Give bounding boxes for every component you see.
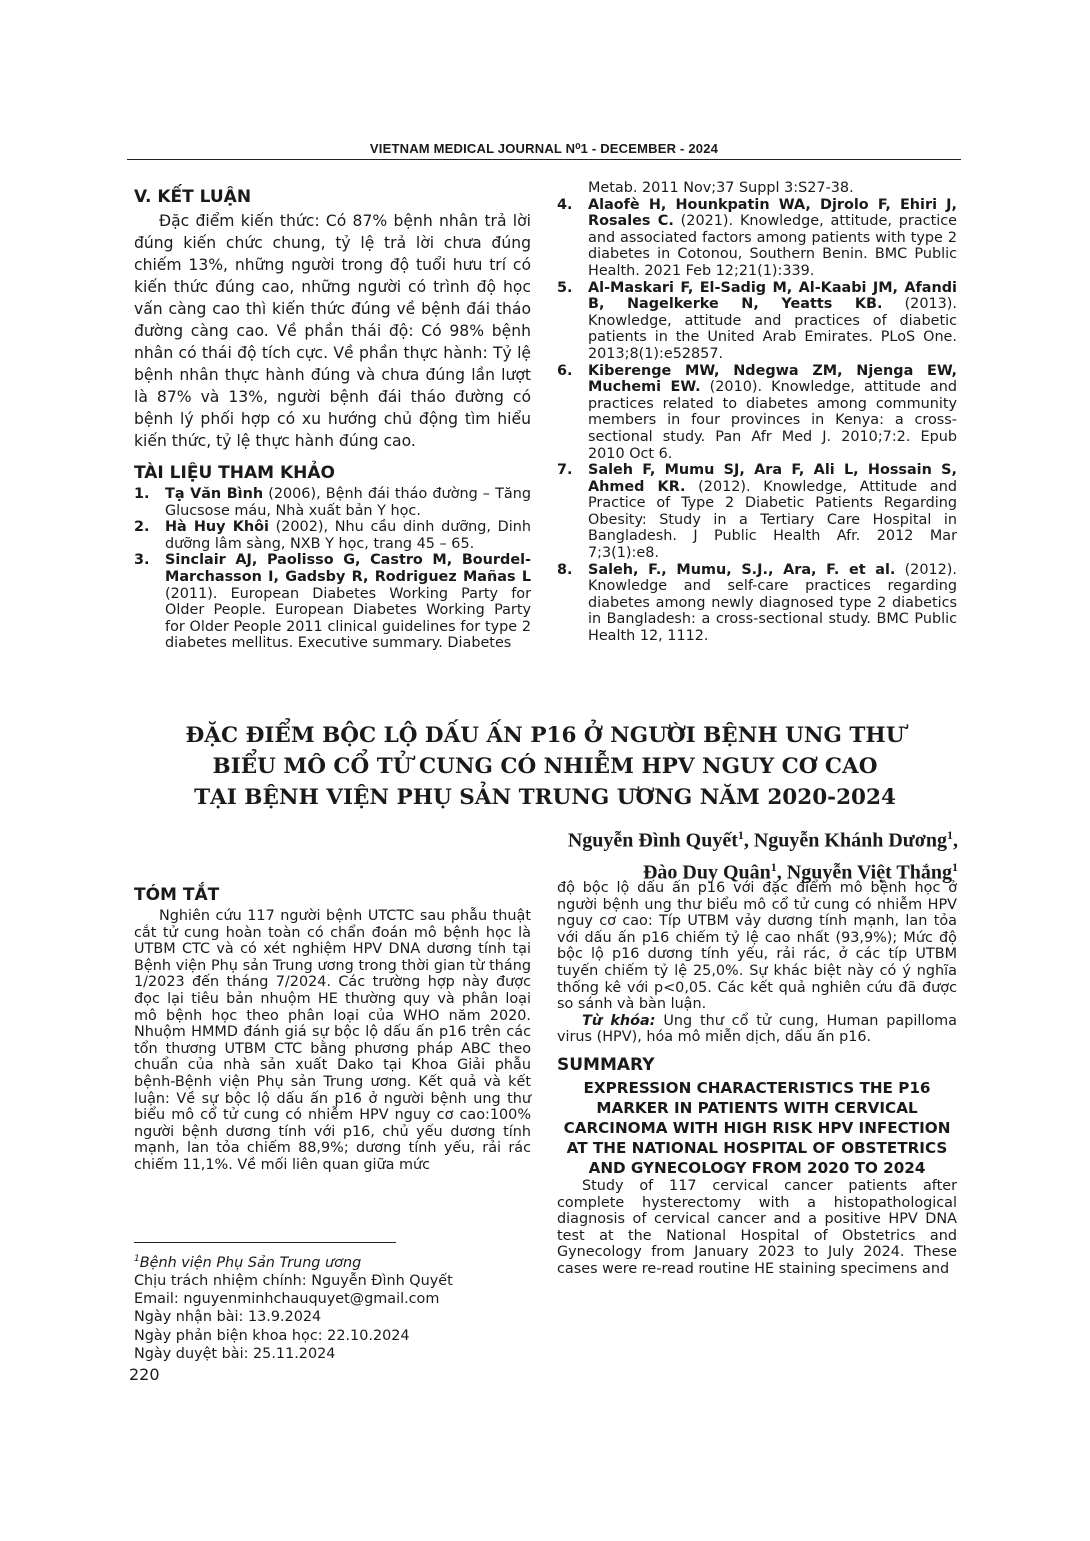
author-separator: ,: [953, 829, 958, 852]
footnote-responsible: Chịu trách nhiệm chính: Nguyễn Đình Quyết: [134, 1273, 453, 1289]
affiliation-mark: 1: [134, 1254, 140, 1264]
affiliation-text: Bệnh viện Phụ Sản Trung ương: [139, 1254, 362, 1271]
reference-number: 8.: [557, 561, 573, 578]
reference-authors: Saleh F, Mumu SJ, Ara F, Ali L, Hossain S, Ahmed KR.: [588, 462, 957, 495]
footnote-affiliation: [134, 1250, 531, 1272]
reference-number: 5.: [557, 279, 573, 296]
abstract-text-continued: độ bộc lộ dấu ấn p16 với đặc điểm mô bệnh học ở người bệnh ung thư biểu mô cổ tử cung có nhiễm HPV nguy cơ cao: Típ UTBM vảy dương tính mạnh, lan tỏa với dấu ấn p16 chiếm tỷ lệ cao nhất (93,9%); Mức độ bộc lộ p16 dương tính yếu, rải rác, ở các típ UTBM tuyến chiếm tỷ lệ 25,0%. Sự khác biệt này có ý nghĩa thống kê với p<0,05. Các kết quả nghiên cứu đã được so sánh và bàn luận.: [557, 880, 957, 1013]
summary-heading: SUMMARY: [557, 1054, 655, 1075]
left-column-bottom: [134, 884, 531, 1174]
reference-item: [557, 363, 957, 463]
page-number: 220: [129, 1365, 160, 1384]
author-affiliation-mark: 1: [947, 828, 953, 842]
keywords-label: Từ khóa:: [582, 1012, 656, 1029]
reference-number: 2.: [134, 519, 150, 536]
reference-authors: Saleh, F., Mumu, S.J., Ara, F. et al.: [588, 561, 896, 578]
reference-continuation: Metab. 2011 Nov;37 Suppl 3:S27-38.: [588, 180, 854, 196]
footnote-rule: [134, 1242, 396, 1243]
summary-title: EXPRESSION CHARACTERISTICS THE P16 MARKER IN PATIENTS WITH CERVICAL CARCINOMA WITH HIGH RISK HPV INFECTION AT THE NATIONAL HOSPITAL OF OBSTETRICS AND GYNECOLOGY FROM 2020 TO 2024: [563, 1078, 951, 1177]
reference-number: 1.: [134, 486, 150, 502]
references-heading: TÀI LIỆU THAM KHẢO: [134, 463, 335, 483]
article-title-line: BIỂU MÔ CỔ TỬ CUNG CÓ NHIỄM HPV NGUY CƠ CAO: [212, 754, 878, 779]
author-name: Nguyễn Việt Thắng: [786, 861, 952, 884]
reference-item: [557, 197, 957, 280]
reference-details: (2021). Knowledge, attitude, practice and associated factors among patients with type 2 diabetes in Cotonou, Southern Benin. BMC Public Health. 2021 Feb 12;21(1):339.: [588, 213, 957, 279]
reference-number: 3.: [134, 552, 150, 569]
reference-item: [557, 562, 957, 645]
reference-details: (2006), Bệnh đái tháo đường – Tăng Glucsose máu, Nhà xuất bản Y học.: [165, 486, 531, 519]
conclusion-text: Đặc điểm kiến thức: Có 87% bệnh nhân trả lời đúng kiến chức chung, tỷ lệ trả lời chưa đúng chiếm 13%, những người trong độ tuổi hưu trí có kiến thức đúng cao, những người có trình độ học vấn càng cao thì kiến thức đúng về bệnh đái tháo đường càng cao. Về phần thái độ: Có 98% bệnh nhân có thái độ tích cực. Về phần thực hành: Tỷ lệ bệnh nhân thực hành đúng và chưa đúng lần lượt là 87% và 13%, người bệnh đái tháo đường có bệnh lý phối hợp có xu hướng chủ động tìm hiểu kiến thức, tỷ lệ thực hành đúng cao.: [134, 212, 531, 450]
reference-item: [134, 519, 531, 552]
reference-authors: Hà Huy Khôi: [165, 519, 269, 536]
reference-authors: Kiberenge MW, Ndegwa ZM, Njenga EW, Muchemi EW.: [588, 362, 957, 396]
left-column-top: [134, 186, 531, 652]
reference-item: [557, 280, 957, 363]
right-column-bottom: [557, 880, 957, 1278]
header-rule: [127, 159, 961, 160]
conclusion-heading: V. KẾT LUẬN: [134, 187, 252, 207]
keywords-text: Ung thư cổ tử cung, Human papilloma virus (HPV), hóa mô miễn dịch, dấu ấn p16.: [557, 1012, 957, 1046]
author-affiliation-mark: 1: [770, 859, 777, 874]
abstract-text: Nghiên cứu 117 người bệnh UTCTC sau phẫu thuật cắt tử cung hoàn toàn có chẩn đoán mô bệnh học là UTBM CTC và có xét nghiệm HPV DNA dương tính tại Bệnh viện Phụ sản Trung ương trong thời gian từ tháng 1/2023 đến tháng 7/2024. Các trường hợp này được đọc lại tiêu bản nhuộm HE thường quy và phân loại mô bệnh học theo phân loại của WHO năm 2020. Nhuộm HMMD đánh giá sự bộc lộ dấu ấn p16 trên các tổn thương UTBM CTC bằng phương pháp ABC theo chuẩn của nhà sản xuất Dako tại Khoa Giải phẫu bệnh-Bệnh viện Phụ sản Trung ương. Kết quả và kết luận: Về sự bộc lộ dấu ấn p16 ở người bệnh ung thư biểu mô cổ tử cung có nhiễm HPV nguy cơ cao:100% người bệnh dương tính với p16, chủ yếu dương tính mạnh, lan tỏa chiếm 88,9%; dương tính yếu, rải rác chiếm 11,1%. Về mối liên quan giữa mức: [134, 908, 531, 1173]
footnote-accepted: Ngày duyệt bài: 25.11.2024: [134, 1345, 336, 1362]
reference-details: (2010). Knowledge, attitude and practices related to diabetes among community members in four provinces in Kenya: a cross-sectional study. Pan Afr Med J. 2010;7:2. Epub 2010 Oct 6.: [588, 379, 957, 462]
abstract-heading: TÓM TẮT: [134, 885, 220, 905]
author-list: [398, 822, 958, 885]
keywords: [557, 1013, 957, 1046]
author-affiliation-mark: 1: [737, 828, 744, 842]
footnote-reviewed: Ngày phản biện khoa học: 22.10.2024: [134, 1327, 410, 1344]
author-separator: ,: [743, 829, 754, 852]
reference-authors: Al-Maskari F, El-Sadig M, Al-Kaabi JM, Afandi B, Nagelkerke N, Yeatts KB.: [588, 279, 957, 313]
article-title: [150, 720, 940, 813]
reference-details: (2012). Knowledge, Attitude and Practice of Type 2 Diabetic Patients Regarding Obesity: Study in a Tertiary Care Hospital in Bangladesh. J Public Health Afr. 2012 Mar 7;3(1):e8.: [588, 478, 957, 562]
footnote-received: Ngày nhận bài: 13.9.2024: [134, 1309, 322, 1326]
right-column-top: [557, 180, 957, 645]
author-name: Nguyễn Khánh Dương: [753, 829, 947, 852]
article-title-line: ĐẶC ĐIỂM BỘC LỘ DẤU ẤN P16 Ở NGƯỜI BỆNH UNG THƯ: [185, 723, 905, 748]
reference-list-left: [134, 486, 531, 652]
reference-details: (2011). European Diabetes Working Party for Older People. European Diabetes Working Party for Older People 2011 clinical guidelines for type 2 diabetes mellitus. Executive summary. Diabetes: [165, 585, 531, 652]
author-name: Nguyễn Đình Quyết: [567, 829, 738, 852]
footnote-email: Email: nguyenminhchauquyet@gmail.com: [134, 1291, 440, 1308]
journal-header: VIETNAM MEDICAL JOURNAL N⁰1 - DECEMBER - 2024: [369, 141, 719, 156]
reference-details: (2012). Knowledge and self-care practices regarding diabetes among newly diagnosed type 2 diabetics in Bangladesh: a cross-sectional study. BMC Public Health 12, 1112.: [588, 561, 957, 645]
reference-authors: Alaofè H, Hounkpatin WA, Djrolo F, Ehiri J, Rosales C.: [588, 196, 957, 230]
reference-authors: Sinclair AJ, Paolisso G, Castro M, Bourdel-Marchasson I, Gadsby R, Rodriguez Mañas L: [165, 552, 531, 585]
author-name: Đào Duy Quân: [642, 861, 771, 884]
reference-item: [134, 486, 531, 519]
reference-item: [557, 462, 957, 562]
article-title-line: TẠI BỆNH VIỆN PHỤ SẢN TRUNG ƯƠNG NĂM 2020-2024: [194, 785, 896, 810]
reference-item: [134, 552, 531, 652]
reference-number: 6.: [557, 362, 573, 379]
reference-details: (2013). Knowledge, attitude and practices of diabetic patients in the United Arab Emirates. PLoS One. 2013;8(1):e52857.: [588, 296, 957, 362]
reference-number: 7.: [557, 462, 573, 479]
reference-list-right: [557, 197, 957, 645]
author-affiliation-mark: 1: [952, 859, 958, 874]
reference-authors: Tạ Văn Bình: [165, 486, 264, 502]
reference-number: 4.: [557, 196, 573, 213]
footnote: [134, 1250, 531, 1363]
author-separator: ,: [776, 861, 787, 884]
reference-details: (2002), Nhu cầu dinh dưỡng, Dinh dưỡng lâm sàng, NXB Y học, trang 45 – 65.: [165, 519, 531, 552]
summary-text: Study of 117 cervical cancer patients after complete hysterectomy with a histopathological diagnosis of cervical cancer and a positive HPV DNA test at the National Hospital of Obstetrics and Gynecology from January 2023 to July 2024. These cases were re-read routine HE staining specimens and: [557, 1177, 957, 1277]
